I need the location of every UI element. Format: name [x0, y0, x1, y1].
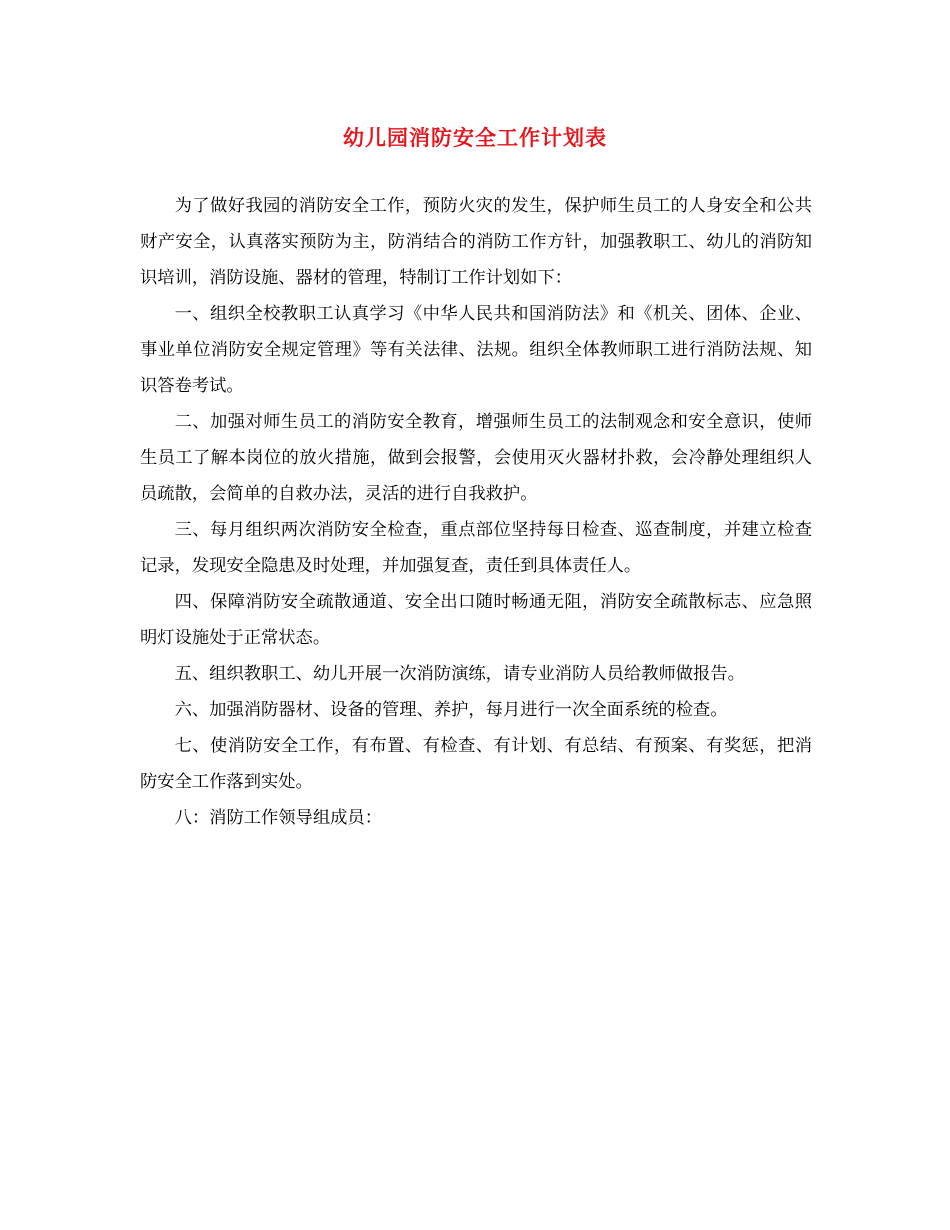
item-6-paragraph: 六、加强消防器材、设备的管理、养护，每月进行一次全面系统的检查。 — [174, 700, 728, 720]
item-5-paragraph: 五、组织教职工、幼儿开展一次消防演练，请专业消防人员给教师做报告。 — [174, 664, 745, 684]
document-body — [140, 188, 812, 836]
document-title: 幼儿园消防安全工作计划表 — [343, 125, 607, 150]
item-2-paragraph: 二、加强对师生员工的消防安全教育，增强师生员工的法制观念和安全意识，使师生员工了解本岗位的放火措施，做到会报警，会使用灭火器材扑救，会冷静处理组织人员疏散，会简单的自救办法，灵活的进行自我救护。 — [140, 412, 812, 504]
item-7-paragraph: 七、使消防安全工作，有布置、有检查、有计划、有总结、有预案、有奖惩，把消防安全工作落到实处。 — [140, 736, 812, 792]
item-8-paragraph: 八：消防工作领导组成员： — [174, 808, 382, 828]
item-1-paragraph: 一、组织全校教职工认真学习《中华人民共和国消防法》和《机关、团体、企业、事业单位消防安全规定管理》等有关法律、法规。组织全体教师职工进行消防法规、知识答卷考试。 — [140, 304, 812, 396]
item-3-paragraph: 三、每月组织两次消防安全检查，重点部位坚持每日检查、巡查制度，并建立检查记录，发现安全隐患及时处理，并加强复查，责任到具体责任人。 — [140, 520, 812, 576]
item-4-paragraph: 四、保障消防安全疏散通道、安全出口随时畅通无阻，消防安全疏散标志、应急照明灯设施处于正常状态。 — [140, 592, 812, 648]
intro-paragraph: 为了做好我园的消防安全工作，预防火灾的发生，保护师生员工的人身安全和公共财产安全，认真落实预防为主，防消结合的消防工作方针，加强教职工、幼儿的消防知识培训，消防设施、器材的管理，特制订工作计划如下： — [140, 196, 812, 288]
